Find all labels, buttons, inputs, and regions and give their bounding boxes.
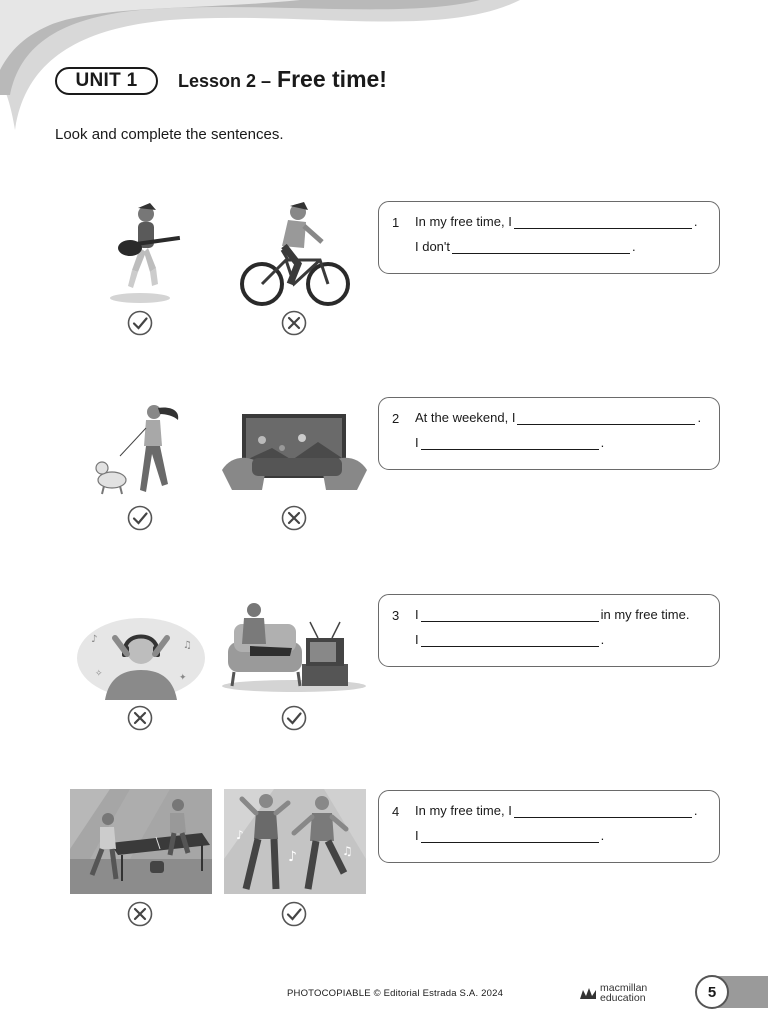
exercise-number: 1 <box>392 215 400 230</box>
boys-dancing-picture <box>224 789 366 894</box>
sentence-box-1 <box>378 201 720 274</box>
girl-listening-to-music-picture <box>75 610 207 700</box>
sentence-text: At the weekend, I <box>415 410 516 425</box>
girl-walking-dog-picture <box>90 402 190 496</box>
macmillan-logo-icon <box>580 988 596 999</box>
publisher-logo <box>580 983 647 1003</box>
playing-video-games-picture <box>222 410 367 495</box>
cross-icon <box>127 705 153 731</box>
sentence-text: . <box>632 239 636 254</box>
sentence-text: in my free time. <box>600 607 690 622</box>
sentence-text: . <box>600 632 605 647</box>
answer-blank[interactable] <box>514 214 692 229</box>
lesson-name: Free time! <box>277 66 387 92</box>
sentence-text: In my free time, I <box>415 214 512 229</box>
sentence-line <box>415 828 604 843</box>
svg-text:♪: ♪ <box>288 849 297 865</box>
lesson-title <box>178 66 387 93</box>
sentence-line <box>415 239 636 254</box>
girl-watching-tv-picture <box>222 598 367 694</box>
svg-text:♫: ♫ <box>183 640 192 651</box>
cross-icon <box>281 505 307 531</box>
svg-text:✧: ✧ <box>95 669 103 679</box>
exercise-number: 3 <box>392 608 400 623</box>
sentence-line <box>415 607 689 622</box>
sentence-line <box>415 214 697 229</box>
cross-icon <box>281 310 307 336</box>
sentence-box-2 <box>378 397 720 470</box>
sentence-line <box>415 632 604 647</box>
sentence-text: I <box>415 632 419 647</box>
svg-text:✦: ✦ <box>179 673 187 683</box>
instruction-text: Look and complete the sentences. <box>55 126 284 143</box>
sentence-text: . <box>697 410 702 425</box>
sentence-line <box>415 803 697 818</box>
answer-blank[interactable] <box>421 607 599 622</box>
tick-icon <box>281 901 307 927</box>
answer-blank[interactable] <box>452 239 630 254</box>
copyright-text: PHOTOCOPIABLE © Editorial Estrada S.A. 2024 <box>287 988 504 999</box>
tick-icon <box>127 310 153 336</box>
answer-blank[interactable] <box>514 803 692 818</box>
sentence-text: . <box>693 214 698 229</box>
page-footer <box>0 982 768 1018</box>
playing-table-tennis-picture <box>70 789 212 894</box>
sentence-text: I <box>415 435 419 450</box>
man-riding-bike-picture <box>238 200 353 308</box>
sentence-box-3 <box>378 594 720 667</box>
page-number: 5 <box>695 975 729 1009</box>
sentence-text: . <box>600 828 605 843</box>
sentence-text: I <box>415 828 419 843</box>
tick-icon <box>127 505 153 531</box>
svg-text:♪: ♪ <box>236 828 244 842</box>
sentence-text: I <box>415 607 419 622</box>
answer-blank[interactable] <box>421 435 599 450</box>
sentence-line <box>415 410 701 425</box>
sentence-text: I don't <box>415 239 451 254</box>
exercise-number: 4 <box>392 804 400 819</box>
answer-blank[interactable] <box>421 828 599 843</box>
sentence-text: . <box>693 803 698 818</box>
brand-name <box>600 983 647 1003</box>
brand-line: education <box>600 992 646 1004</box>
brand-line: macmillan <box>600 982 648 994</box>
cross-icon <box>127 901 153 927</box>
sentence-line <box>415 435 604 450</box>
tick-icon <box>281 705 307 731</box>
unit-label: UNIT 1 <box>55 67 158 95</box>
svg-text:♪: ♪ <box>91 634 98 645</box>
svg-text:♫: ♫ <box>342 844 353 858</box>
sentence-text: . <box>600 435 605 450</box>
sentence-text: In my free time, I <box>415 803 512 818</box>
answer-blank[interactable] <box>517 410 695 425</box>
exercise-number: 2 <box>392 411 400 426</box>
lesson-number: Lesson 2 – <box>178 71 272 91</box>
answer-blank[interactable] <box>421 632 599 647</box>
sentence-box-4 <box>378 790 720 863</box>
boy-playing-guitar-picture <box>100 200 185 305</box>
